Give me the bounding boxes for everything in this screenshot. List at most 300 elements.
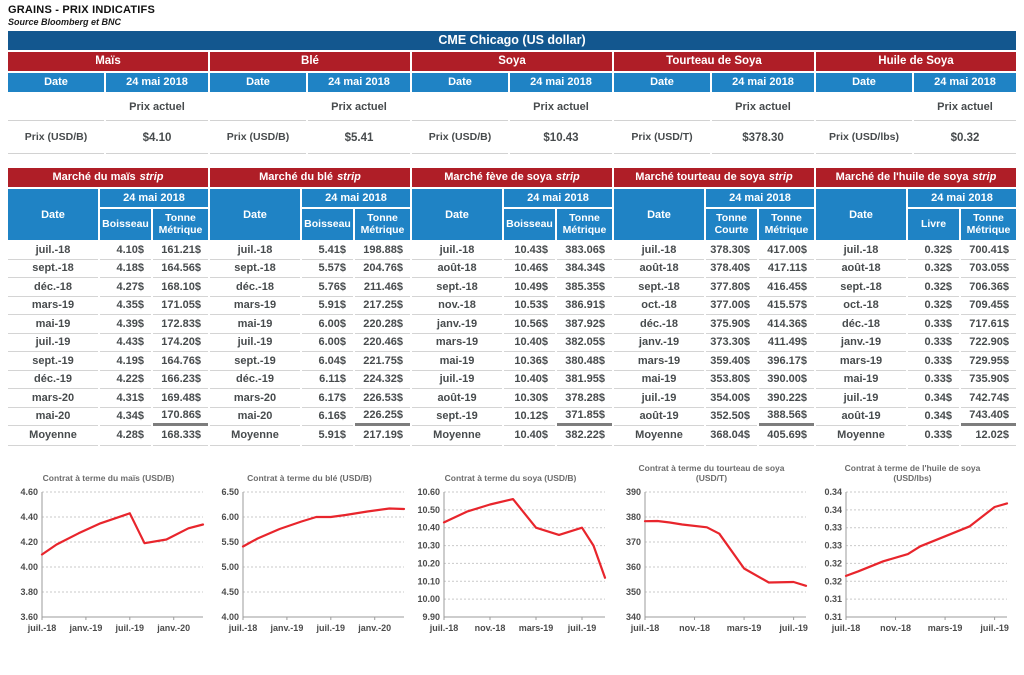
chart-title	[8, 458, 209, 484]
strip-header-suffix: strip	[337, 171, 361, 183]
commodity-header: Tourteau de Soya	[614, 52, 814, 71]
table-row	[816, 241, 1016, 260]
price-value: 377.80$	[706, 278, 757, 297]
unit-column-header: Tonne Courte	[706, 209, 757, 240]
price-value: 6.00$	[302, 334, 353, 353]
price-value: 4.31$	[100, 389, 151, 408]
price-value: 352.50$	[706, 408, 757, 427]
y-tick-label: 4.40	[20, 511, 38, 522]
unit-column-header: Tonne Métrique	[153, 209, 208, 240]
x-tick-label: janv.-20	[157, 622, 191, 633]
price-value: 377.00$	[706, 297, 757, 316]
futures-chart	[410, 458, 611, 644]
contract-month: sept.-18	[8, 260, 98, 279]
x-tick-label: juil.-19	[779, 622, 808, 633]
x-tick-label: juil.-18	[27, 622, 57, 633]
price-value: 0.32$	[908, 241, 959, 260]
y-tick-label: 10.10	[417, 575, 440, 586]
table-row	[816, 352, 1016, 371]
price-unit-label: Prix (USD/T)	[614, 123, 710, 154]
strip-header-suffix: strip	[768, 171, 793, 183]
strip-body	[210, 241, 410, 446]
price-value: 383.06$	[557, 241, 612, 260]
price-value: 0.34$	[908, 408, 959, 427]
unit-column-header: Tonne Métrique	[961, 209, 1016, 240]
chart-plot	[209, 484, 410, 639]
x-tick-label: mars-19	[726, 622, 762, 633]
price-value: 703.05$	[961, 260, 1016, 279]
price-value: 198.88$	[355, 241, 410, 260]
spot-date-row	[412, 73, 612, 92]
price-value: 171.05$	[153, 297, 208, 316]
table-row	[614, 334, 814, 353]
price-line	[243, 508, 404, 546]
contract-month: mars-20	[210, 389, 300, 408]
price-value: 10.49$	[504, 278, 555, 297]
table-row	[412, 408, 612, 427]
average-label: Moyenne	[210, 426, 300, 446]
commodity-header: Blé	[210, 52, 410, 71]
y-tick-label: 6.50	[221, 486, 239, 497]
chart-title-line: (USD/T)	[695, 473, 728, 484]
spot-date-row	[816, 73, 1016, 92]
strip-header-suffix: strip	[555, 171, 580, 183]
price-value: 10.12$	[504, 408, 555, 427]
unit-column-header: Tonne Métrique	[557, 209, 612, 240]
average-row	[412, 426, 612, 446]
price-value: 220.46$	[355, 334, 410, 353]
average-row	[8, 426, 208, 446]
contract-month: sept.-19	[412, 408, 502, 427]
date-column-header: Date	[614, 189, 704, 240]
table-row	[412, 389, 612, 408]
price-value: 164.56$	[153, 260, 208, 279]
x-tick-label: juil.-19	[567, 622, 597, 633]
price-value: 5.41$	[302, 241, 353, 260]
contract-month: déc.-18	[210, 278, 300, 297]
strip-body	[816, 241, 1016, 446]
price-value: 396.17$	[759, 352, 814, 371]
strip-header	[8, 168, 208, 187]
average-value: 12.02$	[961, 426, 1016, 446]
date-value-header: 24 mai 2018	[510, 73, 612, 92]
price-value: 10.40$	[504, 371, 555, 390]
unit-column-header: Boisseau	[302, 209, 353, 240]
date-value-header: 24 mai 2018	[504, 189, 612, 207]
price-value: 164.76$	[153, 352, 208, 371]
price-value: 170.86$	[153, 408, 208, 427]
y-tick-label: 370	[625, 536, 641, 547]
y-tick-label: 10.60	[417, 486, 440, 497]
price-value: 382.05$	[557, 334, 612, 353]
contract-month: mai-19	[816, 371, 906, 390]
price-value: 166.23$	[153, 371, 208, 390]
spot-group	[614, 52, 814, 154]
contract-month: juil.-18	[8, 241, 98, 260]
y-tick-label: 350	[625, 586, 641, 597]
strip-header	[412, 168, 612, 187]
contract-month: mai-19	[614, 371, 704, 390]
table-row	[8, 389, 208, 408]
strip-group	[210, 168, 410, 446]
average-value: 368.04$	[706, 426, 757, 446]
contract-month: août-19	[412, 389, 502, 408]
strip-subheader	[614, 189, 814, 240]
x-tick-label: juil.-19	[316, 622, 346, 633]
price-value: 375.90$	[706, 315, 757, 334]
table-row	[412, 260, 612, 279]
average-label: Moyenne	[614, 426, 704, 446]
price-value: 161.21$	[153, 241, 208, 260]
contract-month: mai-19	[210, 315, 300, 334]
price-caption: Prix actuel	[510, 94, 612, 121]
table-row	[412, 371, 612, 390]
price-line	[645, 521, 806, 586]
table-row	[210, 371, 410, 390]
price-value: 220.28$	[355, 315, 410, 334]
current-price: $10.43	[510, 123, 612, 154]
strip-header-title: Marché du blé	[259, 171, 334, 183]
strip-group	[816, 168, 1016, 446]
price-value: 10.40$	[504, 334, 555, 353]
table-row	[412, 315, 612, 334]
strip-subheader	[8, 189, 208, 240]
price-value: 217.25$	[355, 297, 410, 316]
spot-group	[8, 52, 208, 154]
contract-month: sept.-18	[614, 278, 704, 297]
contract-month: mars-19	[816, 352, 906, 371]
contract-month: juil.-18	[210, 241, 300, 260]
average-row	[614, 426, 814, 446]
price-value: 6.17$	[302, 389, 353, 408]
price-value: 743.40$	[961, 408, 1016, 427]
spot-price-row	[210, 123, 410, 154]
current-price: $4.10	[106, 123, 208, 154]
price-unit-label: Prix (USD/B)	[8, 123, 104, 154]
price-value: 0.33$	[908, 315, 959, 334]
date-column-header: Date	[816, 73, 912, 92]
date-column-header: Date	[210, 73, 306, 92]
price-line	[42, 513, 203, 554]
date-column-header: Date	[8, 189, 98, 240]
price-value: 700.41$	[961, 241, 1016, 260]
y-tick-label: 4.00	[221, 611, 239, 622]
table-row	[614, 278, 814, 297]
price-value: 4.35$	[100, 297, 151, 316]
chart-title-line: Contrat à terme du blé (USD/B)	[247, 473, 372, 484]
contract-month: déc.-18	[8, 278, 98, 297]
unit-column-header: Boisseau	[504, 209, 555, 240]
table-row	[8, 278, 208, 297]
strip-group	[8, 168, 208, 446]
price-value: 386.91$	[557, 297, 612, 316]
y-tick-label: 0.33	[824, 522, 842, 533]
price-caption: Prix actuel	[712, 94, 814, 121]
table-row	[210, 389, 410, 408]
page-source: Source Bloomberg et BNC	[8, 17, 122, 27]
table-row	[412, 241, 612, 260]
table-row	[816, 334, 1016, 353]
contract-month: sept.-18	[816, 278, 906, 297]
table-row	[210, 408, 410, 427]
commodity-header: Soya	[412, 52, 612, 71]
commodity-header: Huile de Soya	[816, 52, 1016, 71]
price-value: 10.36$	[504, 352, 555, 371]
contract-month: juil.-19	[8, 334, 98, 353]
strip-header	[614, 168, 814, 187]
price-value: 4.18$	[100, 260, 151, 279]
price-value: 5.76$	[302, 278, 353, 297]
strip-subheader	[210, 189, 410, 240]
price-value: 10.56$	[504, 315, 555, 334]
date-column-header: Date	[816, 189, 906, 240]
chart-title-line: (USD/lbs)	[893, 473, 932, 484]
futures-charts	[8, 458, 1016, 644]
table-row	[8, 371, 208, 390]
price-value: 373.30$	[706, 334, 757, 353]
spot-price-row	[614, 123, 814, 154]
spot-date-row	[210, 73, 410, 92]
price-value: 416.45$	[759, 278, 814, 297]
table-row	[8, 334, 208, 353]
price-value: 0.32$	[908, 278, 959, 297]
y-tick-label: 360	[625, 561, 641, 572]
current-price: $0.32	[914, 123, 1016, 154]
price-value: 4.10$	[100, 241, 151, 260]
table-row	[816, 389, 1016, 408]
contract-month: oct.-18	[614, 297, 704, 316]
price-value: 6.00$	[302, 315, 353, 334]
date-value-header: 24 mai 2018	[100, 189, 208, 207]
y-tick-label: 10.00	[417, 593, 440, 604]
chart-title-line: Contrat à terme de l'huile de soya	[844, 463, 981, 474]
y-tick-label: 4.50	[221, 586, 239, 597]
price-value: 221.75$	[355, 352, 410, 371]
contract-month: janv.-19	[614, 334, 704, 353]
chart-title	[812, 458, 1013, 484]
x-tick-label: juil.-19	[980, 622, 1009, 633]
price-value: 417.11$	[759, 260, 814, 279]
x-tick-label: juil.-18	[630, 622, 660, 633]
price-value: 169.48$	[153, 389, 208, 408]
table-row	[8, 352, 208, 371]
table-row	[8, 315, 208, 334]
table-row	[614, 352, 814, 371]
price-value: 10.53$	[504, 297, 555, 316]
price-value: 4.19$	[100, 352, 151, 371]
y-tick-label: 10.50	[417, 504, 440, 515]
price-value: 0.34$	[908, 389, 959, 408]
x-tick-label: mars-19	[518, 622, 554, 633]
date-value-header: 24 mai 2018	[914, 73, 1016, 92]
strip-subheader	[412, 189, 612, 240]
price-value: 415.57$	[759, 297, 814, 316]
date-value-header: 24 mai 2018	[908, 189, 1016, 207]
price-value: 0.33$	[908, 334, 959, 353]
strip-header-title: Marché de l'huile de soya	[835, 171, 969, 183]
price-value: 371.85$	[557, 408, 612, 427]
strip-header-suffix: strip	[139, 171, 164, 183]
price-value: 6.16$	[302, 408, 353, 427]
table-row	[8, 297, 208, 316]
average-value: 382.22$	[557, 426, 612, 446]
y-tick-label: 9.90	[422, 611, 440, 622]
price-value: 172.83$	[153, 315, 208, 334]
strip-group	[412, 168, 612, 446]
date-value-header: 24 mai 2018	[302, 189, 410, 207]
futures-chart	[8, 458, 209, 644]
spot-date-row	[8, 73, 208, 92]
spot-price-row	[8, 123, 208, 154]
exchange-header: CME Chicago (US dollar)	[8, 31, 1016, 50]
chart-title-line: Contrat à terme du soya (USD/B)	[444, 473, 577, 484]
date-value-header: 24 mai 2018	[308, 73, 410, 92]
contract-month: août-18	[412, 260, 502, 279]
date-value-header: 24 mai 2018	[106, 73, 208, 92]
contract-month: mai-20	[210, 408, 300, 427]
average-label: Moyenne	[412, 426, 502, 446]
average-label: Moyenne	[816, 426, 906, 446]
price-caption: Prix actuel	[106, 94, 208, 121]
price-value: 226.25$	[355, 408, 410, 427]
y-tick-label: 0.34	[824, 504, 842, 515]
x-tick-label: janv.-20	[358, 622, 392, 633]
contract-month: mars-19	[210, 297, 300, 316]
strip-subheader	[816, 189, 1016, 240]
futures-chart	[812, 458, 1013, 644]
strip-body	[8, 241, 208, 446]
price-value: 384.34$	[557, 260, 612, 279]
table-row	[412, 334, 612, 353]
price-value: 226.53$	[355, 389, 410, 408]
table-row	[210, 334, 410, 353]
spot-price-row	[412, 123, 612, 154]
contract-month: déc.-19	[210, 371, 300, 390]
price-value: 4.39$	[100, 315, 151, 334]
average-value: 5.91$	[302, 426, 353, 446]
price-value: 0.32$	[908, 297, 959, 316]
price-value: 174.20$	[153, 334, 208, 353]
date-column-header: Date	[8, 73, 104, 92]
price-value: 204.76$	[355, 260, 410, 279]
y-tick-label: 3.60	[20, 611, 38, 622]
contract-month: sept.-19	[8, 352, 98, 371]
chart-plot	[410, 484, 611, 639]
price-value: 211.46$	[355, 278, 410, 297]
table-row	[816, 408, 1016, 427]
y-tick-label: 0.33	[824, 540, 842, 551]
y-tick-label: 10.20	[417, 557, 440, 568]
price-value: 729.95$	[961, 352, 1016, 371]
x-tick-label: mars-19	[927, 622, 963, 633]
futures-chart	[611, 458, 812, 644]
contract-month: août-18	[816, 260, 906, 279]
contract-month: nov.-18	[412, 297, 502, 316]
price-value: 709.45$	[961, 297, 1016, 316]
empty-cell	[8, 94, 104, 121]
chart-title-line: Contrat à terme du maïs (USD/B)	[42, 473, 175, 484]
y-tick-label: 3.80	[20, 586, 38, 597]
y-tick-label: 4.60	[20, 486, 38, 497]
strip-body	[614, 241, 814, 446]
table-row	[816, 315, 1016, 334]
price-line	[846, 503, 1007, 576]
table-row	[614, 389, 814, 408]
strip-header-title: Marché du maïs	[52, 171, 136, 183]
table-row	[816, 278, 1016, 297]
price-value: 6.11$	[302, 371, 353, 390]
contract-month: sept.-19	[210, 352, 300, 371]
average-row	[210, 426, 410, 446]
spot-group	[412, 52, 612, 154]
contract-month: mars-20	[8, 389, 98, 408]
empty-cell	[210, 94, 306, 121]
chart-title	[209, 458, 410, 484]
spot-caption-row	[816, 94, 1016, 121]
spot-caption-row	[8, 94, 208, 121]
price-value: 4.34$	[100, 408, 151, 427]
price-value: 4.43$	[100, 334, 151, 353]
price-value: 411.49$	[759, 334, 814, 353]
price-value: 706.36$	[961, 278, 1016, 297]
strip-header-suffix: strip	[972, 171, 997, 183]
x-tick-label: nov.-18	[474, 622, 506, 633]
contract-month: juil.-19	[816, 389, 906, 408]
unit-column-header: Boisseau	[100, 209, 151, 240]
price-value: 6.04$	[302, 352, 353, 371]
price-line	[444, 499, 605, 578]
spot-caption-row	[210, 94, 410, 121]
contract-month: juil.-18	[412, 241, 502, 260]
contract-month: déc.-18	[614, 315, 704, 334]
average-value: 4.28$	[100, 426, 151, 446]
price-value: 742.74$	[961, 389, 1016, 408]
empty-cell	[614, 94, 710, 121]
average-row	[816, 426, 1016, 446]
chart-title	[410, 458, 611, 484]
price-value: 722.90$	[961, 334, 1016, 353]
current-price: $378.30	[712, 123, 814, 154]
price-unit-label: Prix (USD/B)	[210, 123, 306, 154]
x-tick-label: nov.-18	[880, 622, 911, 633]
unit-column-header: Livre	[908, 209, 959, 240]
contract-month: mai-19	[8, 315, 98, 334]
contract-month: juil.-18	[614, 241, 704, 260]
strip-header	[816, 168, 1016, 187]
table-row	[210, 315, 410, 334]
table-row	[210, 241, 410, 260]
price-value: 10.43$	[504, 241, 555, 260]
futures-chart	[209, 458, 410, 644]
y-tick-label: 10.40	[417, 522, 440, 533]
price-value: 168.10$	[153, 278, 208, 297]
table-row	[614, 241, 814, 260]
average-value: 10.40$	[504, 426, 555, 446]
table-row	[210, 260, 410, 279]
contract-month: août-19	[614, 408, 704, 427]
x-tick-label: juil.-18	[429, 622, 459, 633]
x-tick-label: nov.-18	[679, 622, 710, 633]
commodity-header: Maïs	[8, 52, 208, 71]
price-value: 378.30$	[706, 241, 757, 260]
y-tick-label: 6.00	[221, 511, 239, 522]
price-caption: Prix actuel	[914, 94, 1016, 121]
y-tick-label: 0.32	[824, 557, 842, 568]
y-tick-label: 390	[625, 486, 641, 497]
contract-month: déc.-18	[816, 315, 906, 334]
price-unit-label: Prix (USD/B)	[412, 123, 508, 154]
price-value: 381.95$	[557, 371, 612, 390]
